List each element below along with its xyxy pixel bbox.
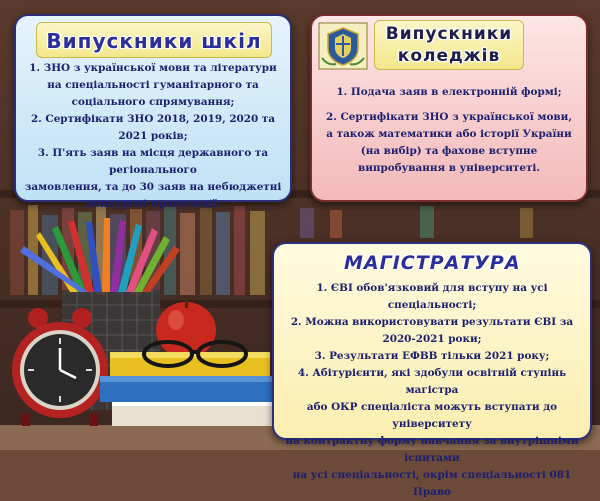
- text-line: 1. ЗНО з української мови та літератури: [29, 62, 277, 74]
- panel-school-graduates: [14, 14, 292, 210]
- text-line: соціального спрямування;: [71, 96, 235, 108]
- text-line: 1. ЄВІ обов'язковий для вступу на усі спеціальності;: [316, 282, 548, 311]
- panel-masters: [272, 242, 592, 498]
- panel-college-graduates: [310, 14, 588, 202]
- text-line: 2. Можна використовувати результати ЄВІ за: [290, 316, 574, 328]
- panel-body: [280, 280, 584, 501]
- text-line: 2020-2021 роки;: [382, 333, 482, 345]
- panel-body: [322, 84, 576, 185]
- list-item: 2. Сертифікати ЗНО з української мови, а також математики або історії України (на вибір) та фахове вступне випробування в університеті.: [326, 111, 572, 174]
- text-line: 3. П'ять заяв на місця державного та регіонального: [37, 147, 269, 176]
- text-line: 4. Абітурієнти, які здобули освітній ступінь магістра: [297, 367, 567, 396]
- book-stack: [100, 352, 277, 426]
- list-item: 1. Подача заяв в електронній формі;: [336, 86, 562, 98]
- text-line: 2. Сертифікати ЗНО 2018, 2019, 2020 та 2021 років;: [30, 113, 276, 142]
- text-line: 3. Результати ЕФВВ тільки 2021 року;: [314, 350, 550, 362]
- text-line: або ОКР спеціаліста можуть вступати до університету: [306, 401, 558, 430]
- panel-title: [374, 20, 524, 70]
- panel-title: Випускники шкіл: [36, 22, 272, 58]
- text-line: конкурсні пропозиції.: [85, 198, 221, 210]
- panel-title: МАГІСТРАТУРА: [344, 252, 521, 274]
- text-line: на усі спеціальності, окрім спеціальності 081 Право: [292, 469, 572, 498]
- panel-title-line: Випускники: [385, 24, 513, 44]
- panel-body: [22, 60, 284, 213]
- text-line: на спеціальності гуманітарного та: [47, 79, 259, 91]
- text-line: на контрактну форму навчання за внутрішніми іспитами: [285, 435, 579, 464]
- university-crest-icon: [318, 22, 368, 70]
- panel-title-line: коледжів: [397, 46, 501, 66]
- text-line: замовлення, та до 30 заяв на небюджетні: [24, 181, 282, 193]
